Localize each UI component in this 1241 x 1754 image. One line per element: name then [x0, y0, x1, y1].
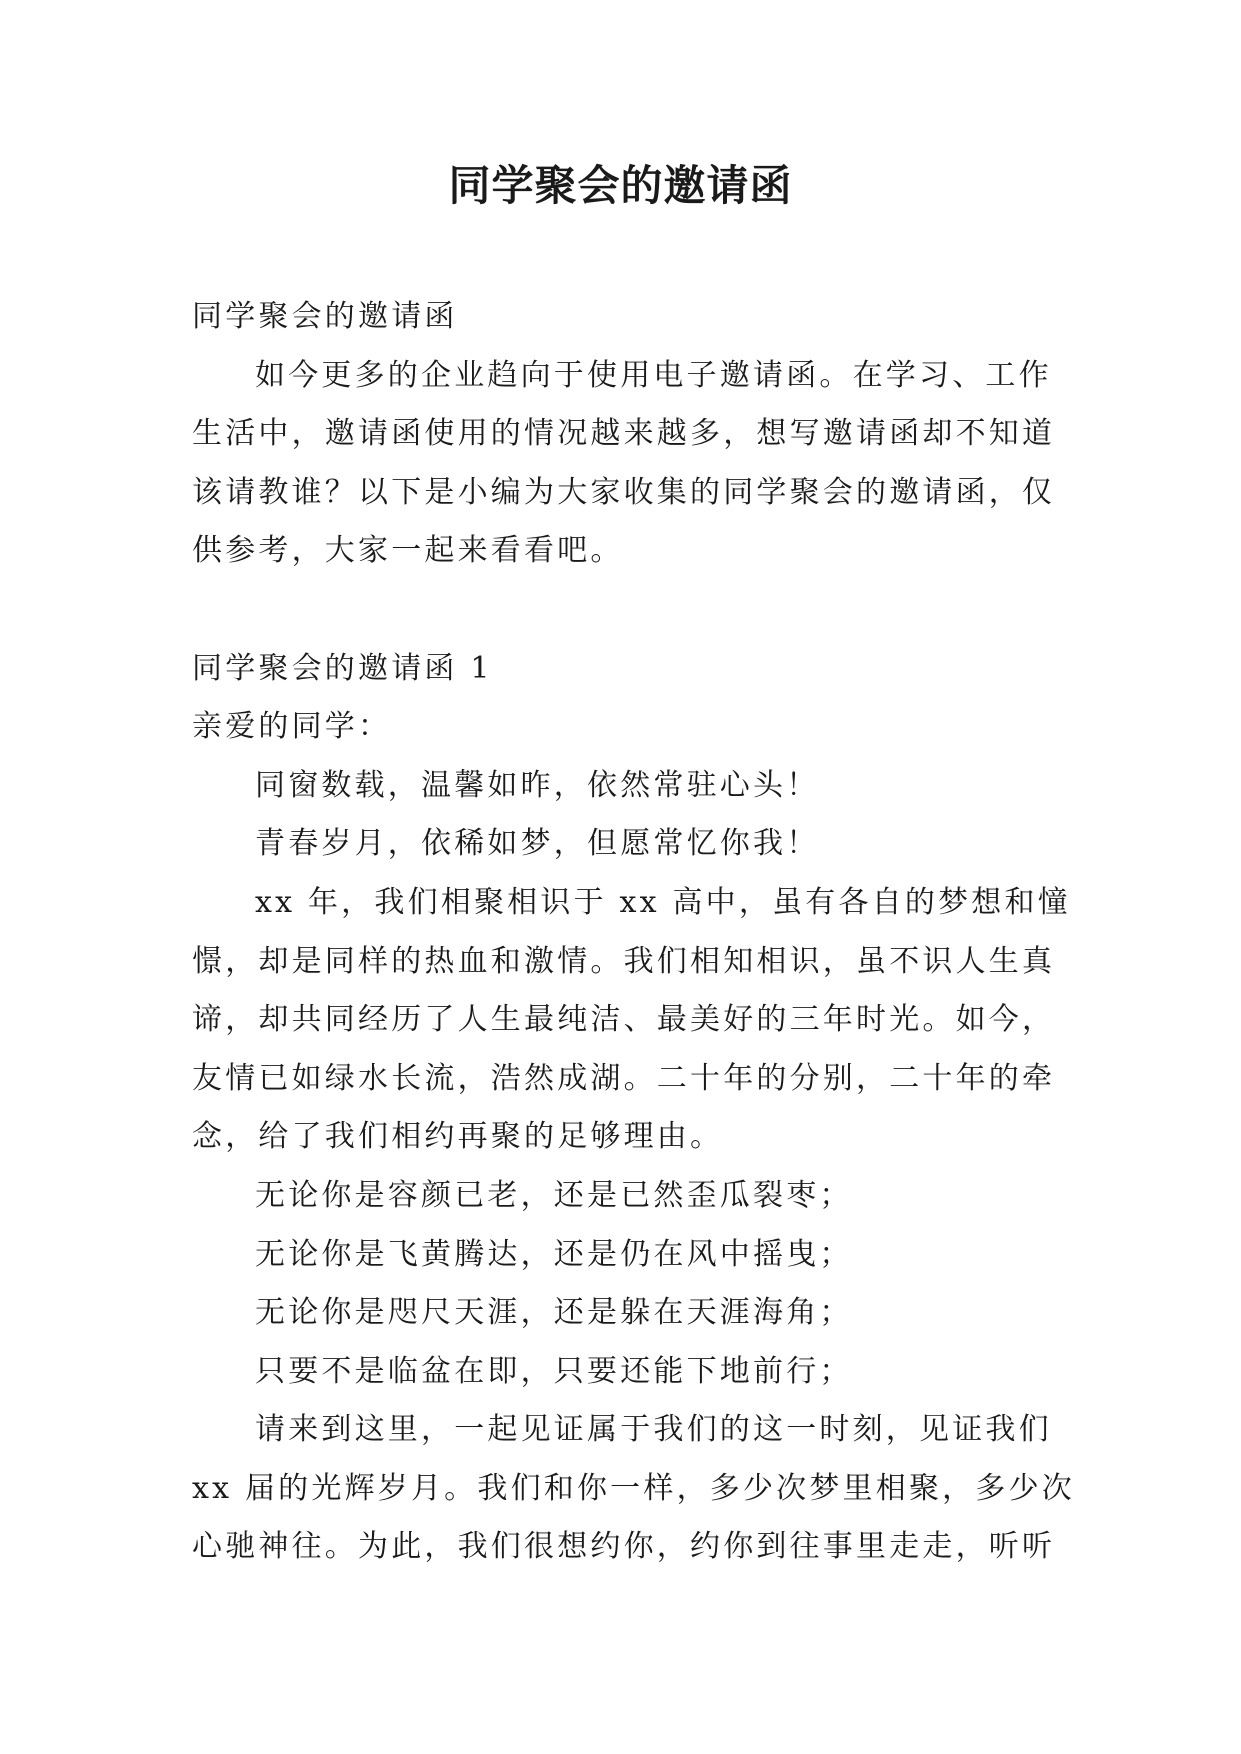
text-line: 无论你是飞黄腾达，还是仍在风中摇曳； — [255, 1236, 853, 1272]
text-line: 供参考，大家一起来看看吧。 — [192, 533, 624, 569]
text-line: 无论你是容颜已老，还是已然歪瓜裂枣； — [255, 1177, 853, 1213]
text-line: 青春岁月，依稀如梦，但愿常忆你我！ — [255, 826, 820, 862]
blank-line — [192, 581, 1058, 640]
text-line: xx 届的光辉岁月。我们和你一样，多少次梦里相聚，多少次 — [192, 1470, 1075, 1506]
text-line: 同学聚会的邀请函 1 — [192, 650, 493, 686]
text-line: 心驰神往。为此，我们很想约你，约你到往事里走走，听听 — [192, 1529, 1056, 1565]
text-line: 无论你是咫尺天涯，还是躲在天涯海角； — [255, 1295, 853, 1331]
text-line: 友情已如绿水长流，浩然成湖。二十年的分别，二十年的牵 — [192, 1060, 1056, 1096]
text-line: 憬，却是同样的热血和激情。我们相知相识，虽不识人生真 — [192, 943, 1056, 979]
text-line: 生活中，邀请函使用的情况越来越多，想写邀请函却不知道 — [192, 416, 1056, 452]
text-line: 同窗数载，温馨如昨，依然常驻心头！ — [255, 767, 820, 803]
text-line: 如今更多的企业趋向于使用电子邀请函。在学习、工作 — [255, 357, 1052, 393]
text-line: xx 年，我们相聚相识于 xx 高中，虽有各自的梦想和憧 — [255, 884, 1071, 920]
document-title: 同学聚会的邀请函 — [448, 161, 793, 210]
text-line: 请来到这里，一起见证属于我们的这一时刻，见证我们 — [255, 1412, 1052, 1448]
document-body — [192, 288, 1075, 1577]
text-line: 该请教谁？以下是小编为大家收集的同学聚会的邀请函，仅 — [192, 474, 1056, 510]
text-line: 只要不是临盆在即，只要还能下地前行； — [255, 1353, 853, 1389]
text-line: 亲爱的同学： — [192, 709, 392, 745]
text-line: 同学聚会的邀请函 — [192, 299, 458, 334]
text-line: 谛，却共同经历了人生最纯洁、最美好的三年时光。如今， — [192, 1002, 1056, 1038]
text-line: 念，给了我们相约再聚的足够理由。 — [192, 1119, 724, 1155]
